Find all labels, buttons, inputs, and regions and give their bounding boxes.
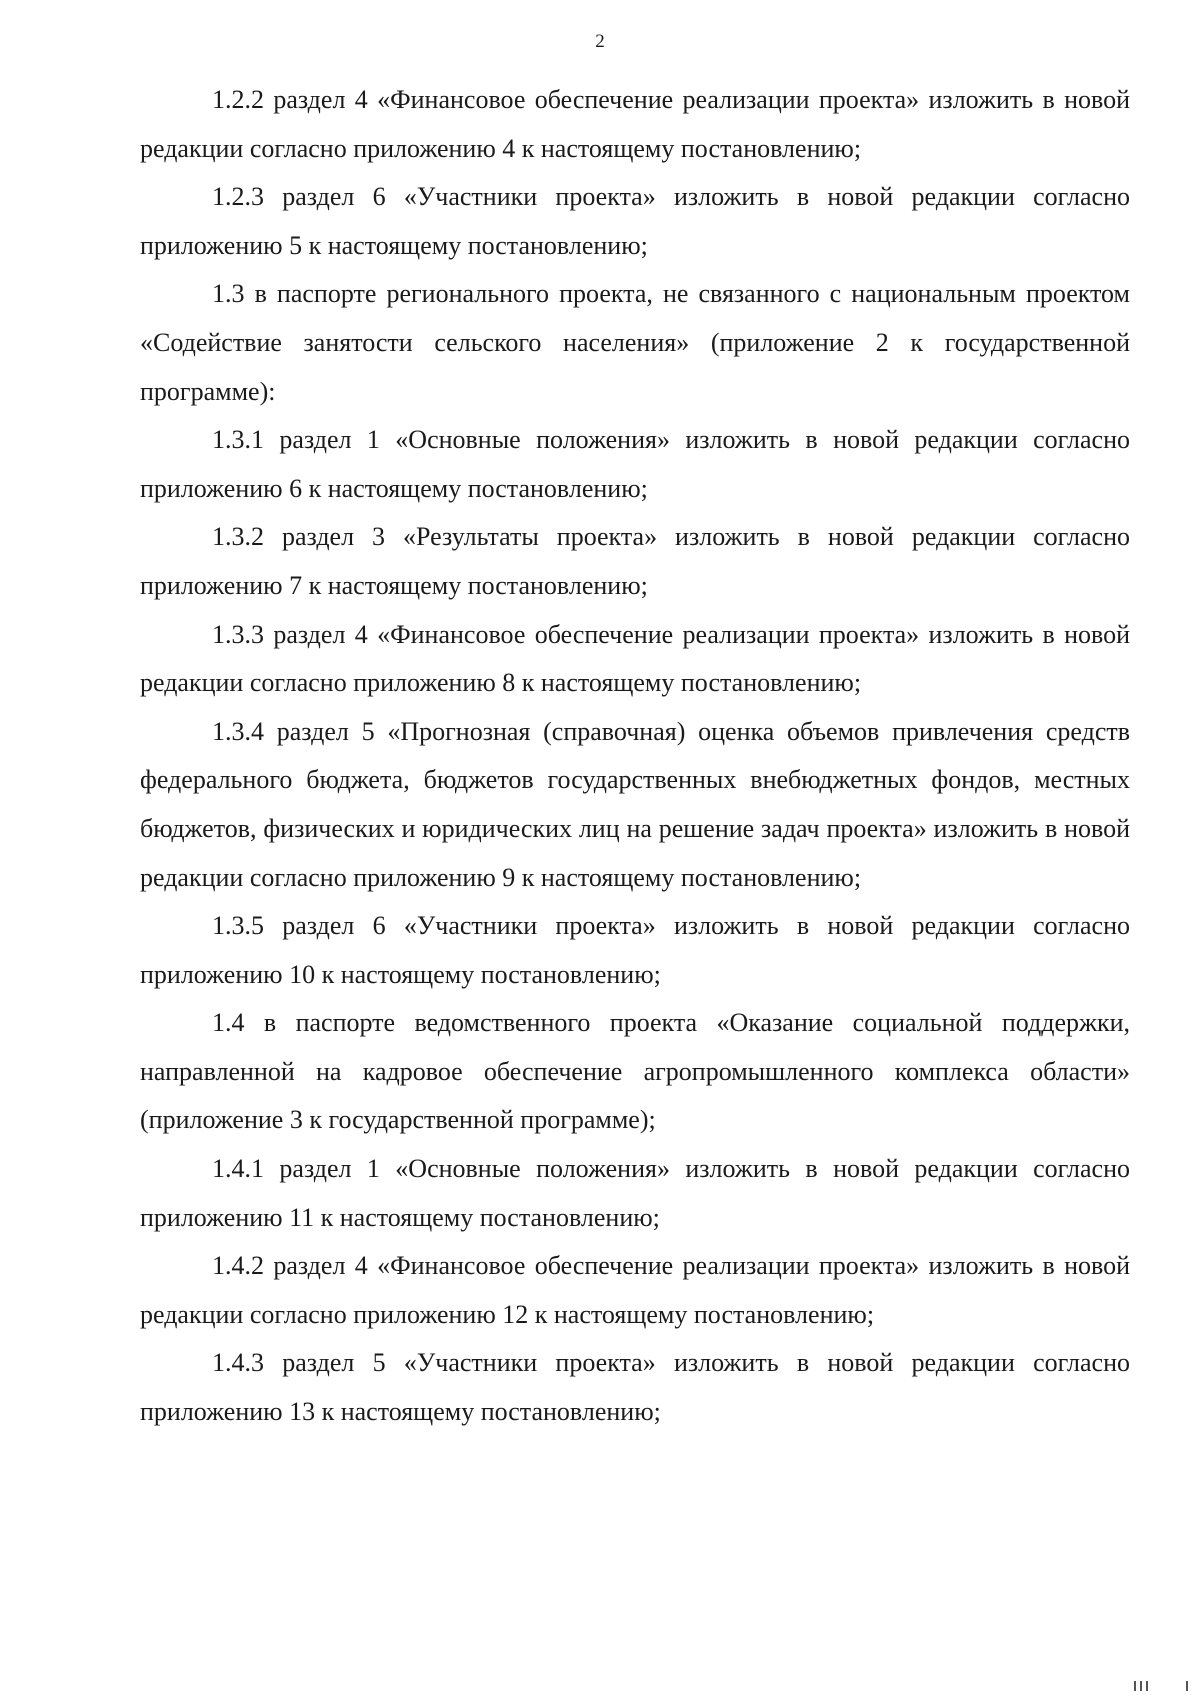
- paragraph-1-3-5: 1.3.5 раздел 6 «Участники проекта» изложить в новой редакции согласно приложению 10 к настоящему постановлению;: [140, 911, 1130, 989]
- scan-artifact-mark: [1134, 1681, 1136, 1691]
- paragraph-1-4-3: 1.4.3 раздел 5 «Участники проекта» изложить в новой редакции согласно приложению 13 к настоящему постановлению;: [140, 1348, 1130, 1427]
- page-number: 2: [595, 31, 605, 52]
- paragraph-1-4-2: 1.4.2 раздел 4 «Финансовое обеспечение реализации проекта» изложить в новой редакции согласно приложению 12 к настоящему постановлению;: [140, 1251, 1130, 1329]
- paragraph-1-2-2: 1.2.2 раздел 4 «Финансовое обеспечение реализации проекта» изложить в новой редакции согласно приложению 4 к настоящему постановлению;: [140, 85, 1130, 163]
- paragraph-1-3-4: 1.3.4 раздел 5 «Прогнозная (справочная) оценка объемов привлечения средств федерального бюджета, бюджетов государственных внебюджетных фондов, местных бюджетов, физических и юридических лиц на решение задач проекта» изложить в новой редакции согласно приложению 9 к настоящему постановлению;: [140, 716, 1130, 892]
- scan-artifact-mark: [1146, 1681, 1148, 1691]
- paragraph-1-2-3: 1.2.3 раздел 6 «Участники проекта» изложить в новой редакции согласно приложению 5 к настоящему постановлению;: [140, 182, 1130, 260]
- scan-artifact-mark: [1186, 1681, 1188, 1691]
- paragraph-1-4-1: 1.4.1 раздел 1 «Основные положения» изложить в новой редакции согласно приложению 11 к настоящему постановлению;: [140, 1154, 1130, 1232]
- paragraph-1-3-2: 1.3.2 раздел 3 «Результаты проекта» изложить в новой редакции согласно приложению 7 к настоящему постановлению;: [140, 522, 1130, 600]
- scan-artifact-mark: [1140, 1681, 1142, 1691]
- paragraph-1-4: 1.4 в паспорте ведомственного проекта «Оказание социальной поддержки, направленной на кадровое обеспечение агропромышленного комплекса области» (приложение 3 к государственной программе);: [140, 1008, 1130, 1135]
- paragraph-1-3-3: 1.3.3 раздел 4 «Финансовое обеспечение реализации проекта» изложить в новой редакции согласно приложению 8 к настоящему постановлению;: [140, 619, 1130, 698]
- paragraph-1-3-1: 1.3.1 раздел 1 «Основные положения» изложить в новой редакции согласно приложению 6 к настоящему постановлению;: [140, 425, 1130, 503]
- paragraph-1-3: 1.3 в паспорте регионального проекта, не связанного с национальным проектом «Содействие занятости сельского населения» (приложение 2 к государственной программе):: [140, 279, 1130, 406]
- document-body: [140, 76, 1130, 1437]
